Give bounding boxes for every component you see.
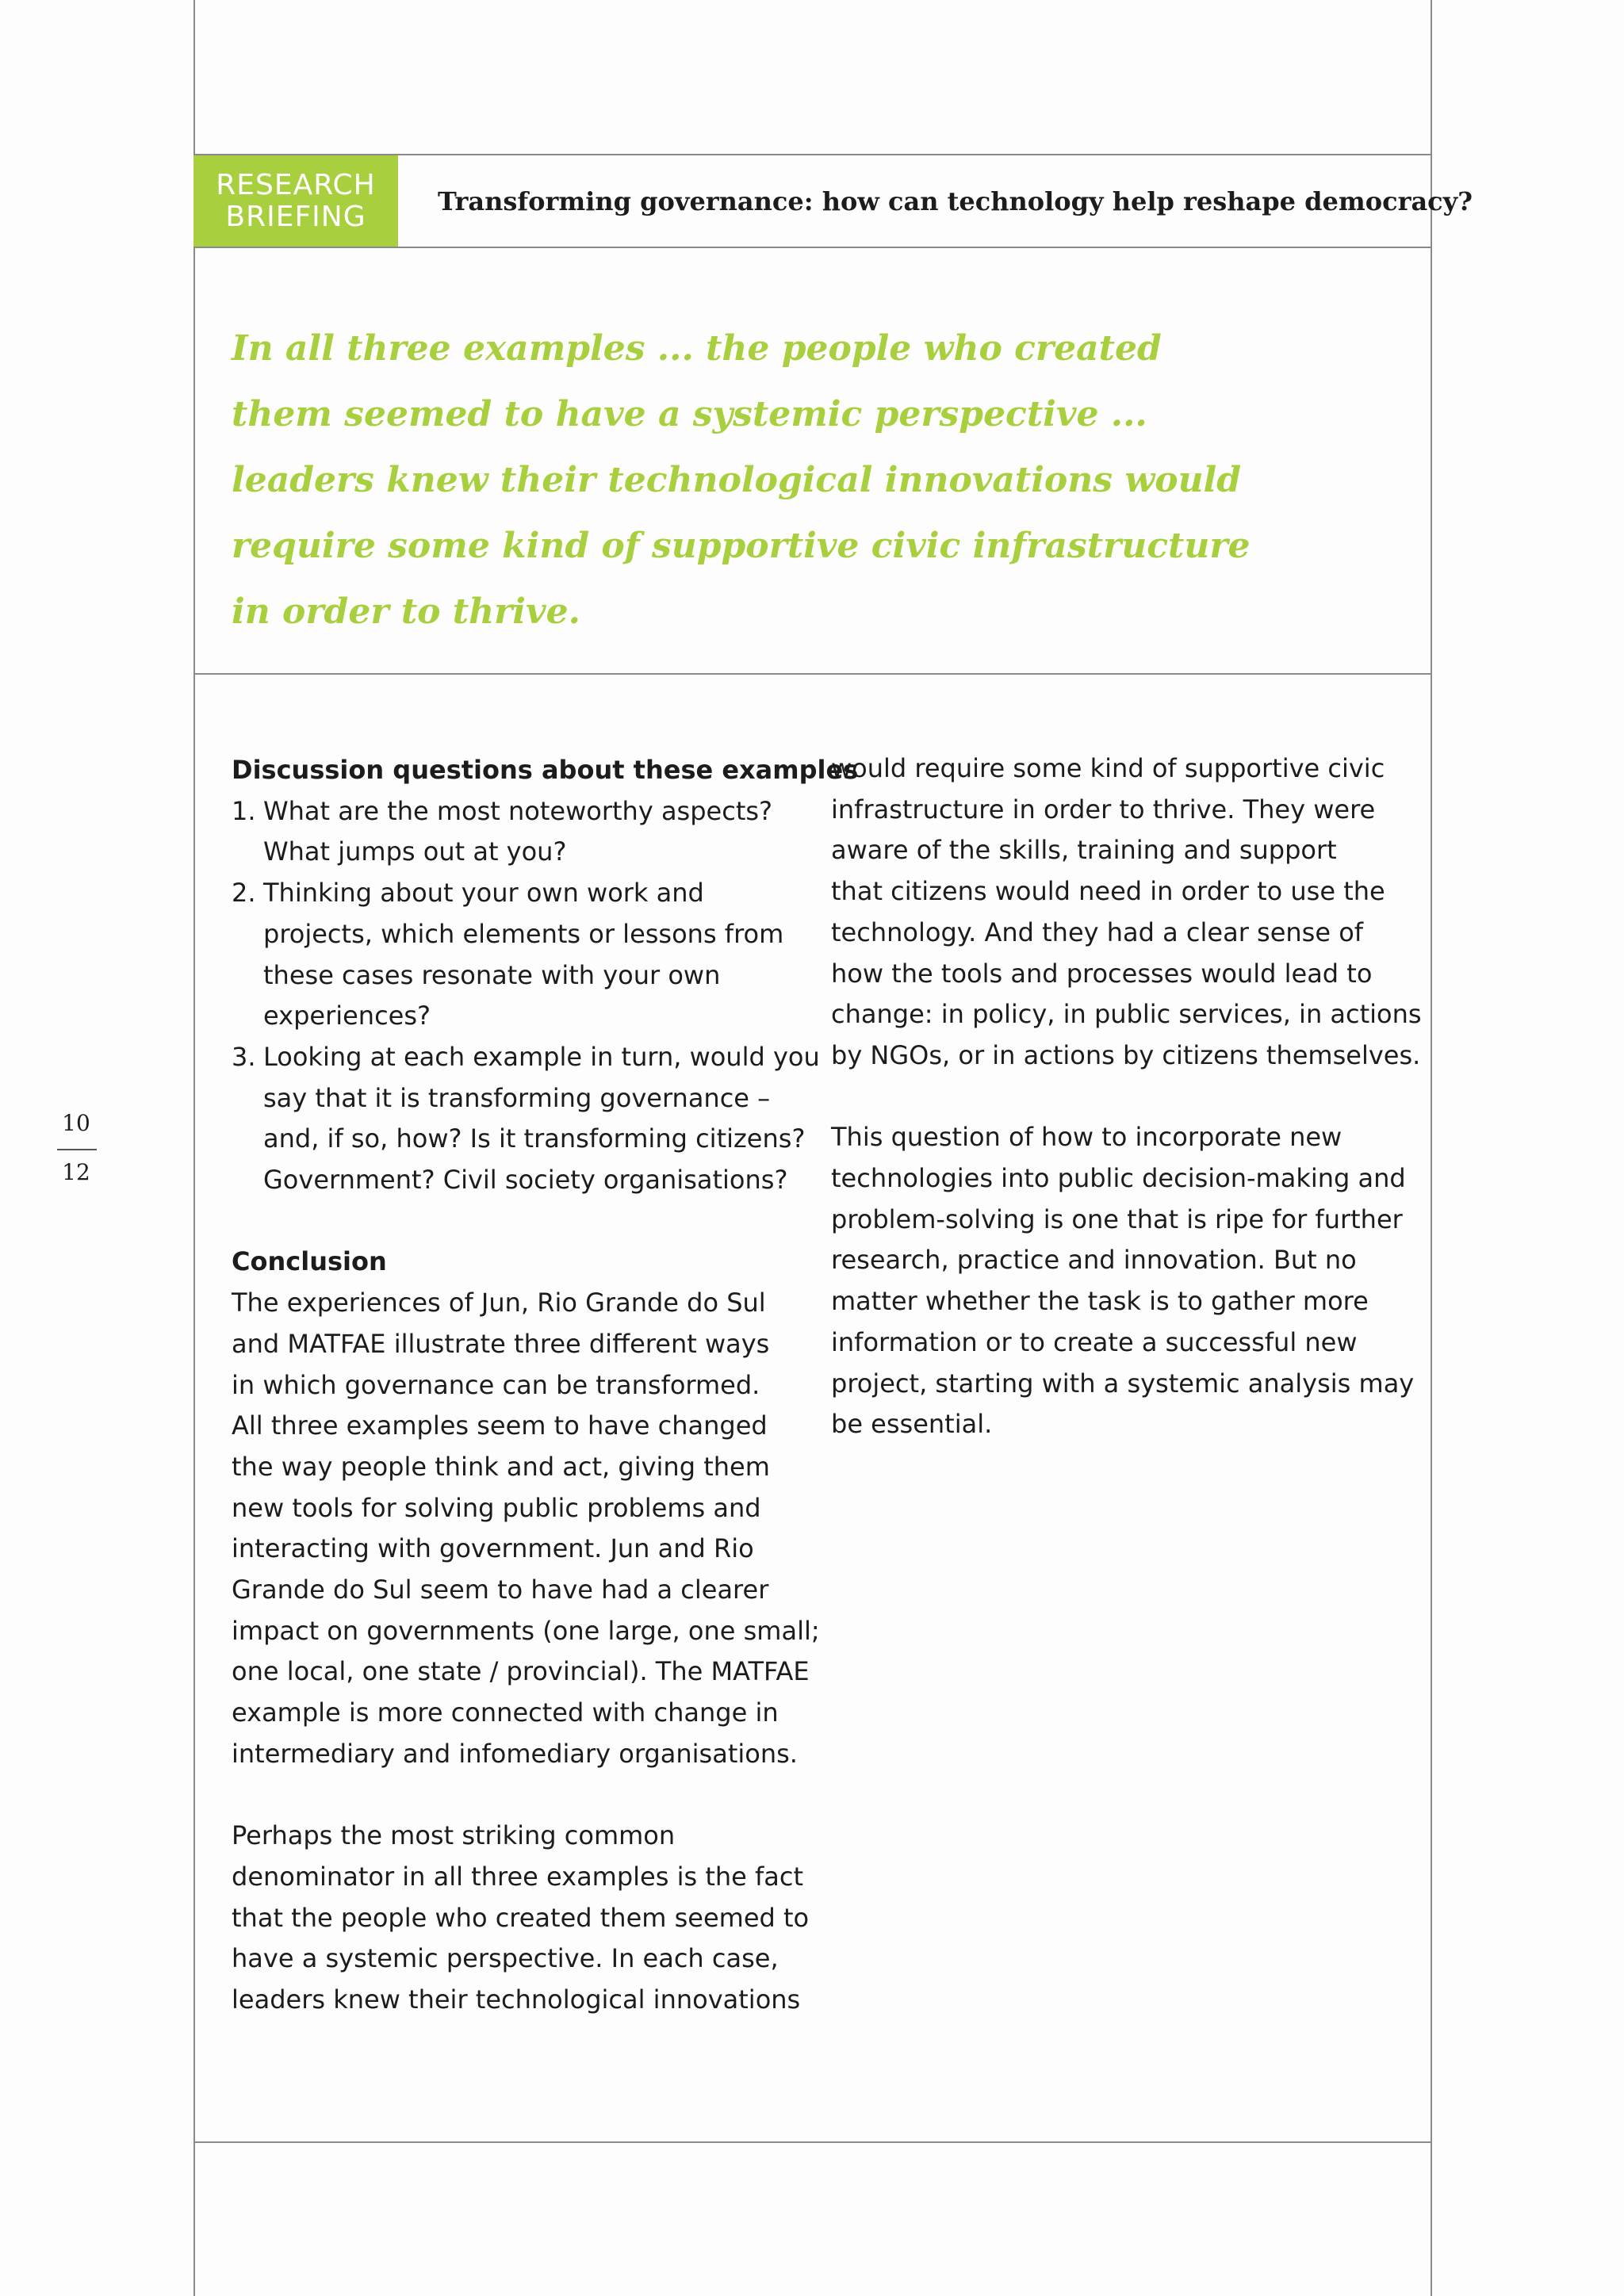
text-line: matter whether the task is to gather more bbox=[831, 1286, 1369, 1317]
page-number-total: 12 bbox=[62, 1159, 90, 1185]
paragraph-gap bbox=[232, 1201, 802, 1242]
question-item bbox=[232, 873, 802, 1037]
document-title: Transforming governance: how can technology help reshape democracy? bbox=[438, 186, 1473, 216]
question-line: say that it is transforming governance – bbox=[263, 1082, 771, 1113]
text-line: Grande do Sul seem to have had a clearer bbox=[232, 1575, 769, 1605]
text-line: Perhaps the most striking common bbox=[232, 1820, 676, 1851]
text-line: example is more connected with change in bbox=[232, 1697, 779, 1728]
right-paragraph-1 bbox=[831, 748, 1422, 1077]
question-line: Looking at each example in turn, would you bbox=[263, 1041, 820, 1072]
page-number-divider bbox=[57, 1149, 97, 1150]
text-line: project, starting with a systemic analysis may bbox=[831, 1368, 1415, 1399]
quote-bottom-rule bbox=[193, 673, 1432, 675]
question-line: and, if so, how? Is it transforming citizens? bbox=[263, 1123, 806, 1154]
quote-line: In all three examples ... the people who created bbox=[232, 328, 1162, 369]
quote-line: require some kind of supportive civic infrastructure bbox=[232, 526, 1251, 566]
quote-line: in order to thrive. bbox=[232, 591, 580, 632]
text-line: technologies into public decision-making and bbox=[831, 1163, 1406, 1194]
question-line: these cases resonate with your own bbox=[263, 959, 721, 990]
discussion-heading: Discussion questions about these examples bbox=[232, 755, 859, 785]
text-line: how the tools and processes would lead to bbox=[831, 958, 1373, 989]
header-bottom-rule bbox=[193, 247, 1432, 248]
text-line: would require some kind of supportive civic bbox=[831, 753, 1385, 783]
question-line: projects, which elements or lessons from bbox=[263, 918, 784, 949]
page-number-current: 10 bbox=[62, 1110, 90, 1136]
question-item bbox=[232, 1037, 820, 1201]
question-line: Government? Civil society organisations? bbox=[263, 1165, 788, 1196]
text-line: by NGOs, or in actions by citizens themselves. bbox=[831, 1039, 1421, 1070]
text-line: intermediary and infomediary organisations. bbox=[232, 1738, 798, 1769]
text-line: have a systemic perspective. In each case, bbox=[232, 1943, 779, 1974]
text-line: one local, one state / provincial). The MATFAE bbox=[232, 1656, 810, 1687]
text-line: denominator in all three examples is the fact bbox=[232, 1861, 804, 1892]
text-line: leaders knew their technological innovations bbox=[232, 1984, 801, 2015]
paragraph-gap bbox=[831, 1077, 1402, 1118]
question-line: Thinking about your own work and bbox=[263, 878, 704, 909]
text-line: be essential. bbox=[831, 1409, 993, 1440]
left-frame-line bbox=[193, 0, 195, 2296]
text-line: that the people who created them seemed to bbox=[232, 1902, 810, 1933]
question-line: What jumps out at you? bbox=[263, 836, 567, 867]
text-line: change: in policy, in public services, in actions bbox=[831, 999, 1422, 1030]
right-frame-line bbox=[1431, 0, 1432, 2296]
text-line: problem-solving is one that is ripe for further bbox=[831, 1203, 1403, 1234]
conclusion-paragraph-2 bbox=[232, 1816, 810, 2021]
right-paragraph-2 bbox=[831, 1117, 1415, 1445]
question-item bbox=[232, 791, 802, 873]
text-line: This question of how to incorporate new bbox=[831, 1122, 1342, 1153]
text-line: aware of the skills, training and support bbox=[831, 835, 1337, 866]
badge-line-2: BRIEFING bbox=[225, 200, 366, 233]
conclusion-heading: Conclusion bbox=[232, 1246, 387, 1277]
question-number: 1. bbox=[232, 795, 256, 826]
question-number: 2. bbox=[232, 878, 256, 909]
text-line: infrastructure in order to thrive. They were bbox=[831, 794, 1376, 825]
text-line: information or to create a successful new bbox=[831, 1326, 1358, 1357]
research-briefing-badge bbox=[193, 155, 398, 247]
pull-quote bbox=[232, 316, 1251, 645]
question-line: experiences? bbox=[263, 1001, 431, 1031]
quote-line: leaders knew their technological innovations would bbox=[232, 460, 1242, 500]
text-line: impact on governments (one large, one small; bbox=[232, 1615, 820, 1646]
text-line: interacting with government. Jun and Rio bbox=[232, 1533, 754, 1564]
text-line: new tools for solving public problems and bbox=[232, 1492, 761, 1523]
question-number: 3. bbox=[232, 1041, 256, 1072]
text-line: The experiences of Jun, Rio Grande do Sul bbox=[232, 1288, 766, 1318]
quote-line: them seemed to have a systemic perspective ... bbox=[232, 394, 1147, 434]
paragraph-gap bbox=[232, 1775, 802, 1816]
text-line: All three examples seem to have changed bbox=[232, 1410, 768, 1441]
content-bottom-rule bbox=[193, 2141, 1432, 2143]
text-line: technology. And they had a clear sense of bbox=[831, 916, 1364, 947]
text-line: research, practice and innovation. But no bbox=[831, 1245, 1357, 1276]
conclusion-paragraph-1 bbox=[232, 1283, 820, 1774]
text-line: in which governance can be transformed. bbox=[232, 1369, 760, 1400]
right-column bbox=[831, 748, 1422, 1445]
badge-line-1: RESEARCH bbox=[216, 168, 376, 201]
text-line: the way people think and act, giving them bbox=[232, 1451, 770, 1482]
question-line: What are the most noteworthy aspects? bbox=[263, 795, 773, 826]
text-line: and MATFAE illustrate three different ways bbox=[232, 1328, 770, 1359]
left-column bbox=[232, 750, 859, 2021]
text-line: that citizens would need in order to use the bbox=[831, 876, 1385, 907]
